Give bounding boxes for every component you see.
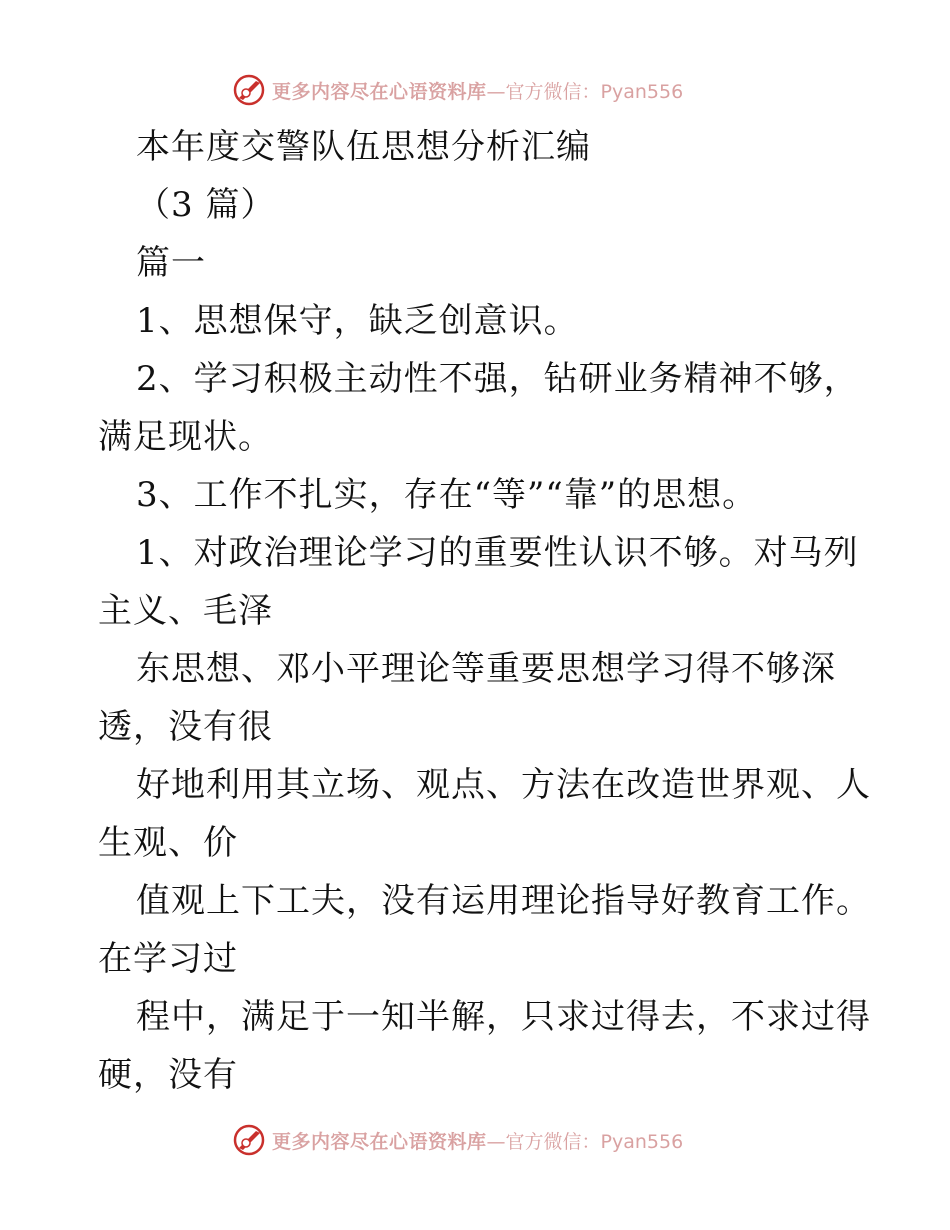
paragraph-line: 在学习过 [98,939,238,979]
paragraph-line: 2、学习积极主动性不强，钻研业务精神不够， [136,359,859,399]
paragraph-line: 1、思想保守，缺乏创意识。 [136,301,579,341]
brand-logo-icon [232,1123,266,1157]
footer-banner [232,1120,683,1160]
banner-title: 更多内容尽在心语资料库 [272,1130,487,1153]
paragraph-line: 东思想、邓小平理论等重要思想学习得不够深 [136,649,836,689]
section-heading: 篇一 [136,243,206,283]
paragraph-line: 硬，没有 [98,1055,238,1095]
header-banner [232,70,683,110]
paragraph-line: 1、对政治理论学习的重要性认识不够。对马列 [136,533,859,573]
banner-title: 更多内容尽在心语资料库 [272,80,487,103]
doc-title: 本年度交警队伍思想分析汇编 [136,127,591,167]
paragraph-line: 生观、价 [98,823,238,863]
doc-subtitle: （3 篇） [136,185,276,225]
brand-logo-icon [232,73,266,107]
paragraph-line: 3、工作不扎实，存在“等”“靠”的思想。 [136,475,758,515]
banner-wechat: —官方微信：Pyan556 [486,80,684,103]
paragraph-line: 程中，满足于一知半解，只求过得去，不求过得 [136,997,871,1037]
paragraph-line: 值观上下工夫，没有运用理论指导好教育工作。 [136,881,871,921]
document-body [98,118,871,1104]
paragraph-line: 主义、毛泽 [98,591,273,631]
banner-wechat: —官方微信：Pyan556 [486,1130,684,1153]
paragraph-line: 透，没有很 [98,707,273,747]
paragraph-line: 好地利用其立场、观点、方法在改造世界观、人 [136,765,871,805]
paragraph-line: 满足现状。 [98,417,273,457]
